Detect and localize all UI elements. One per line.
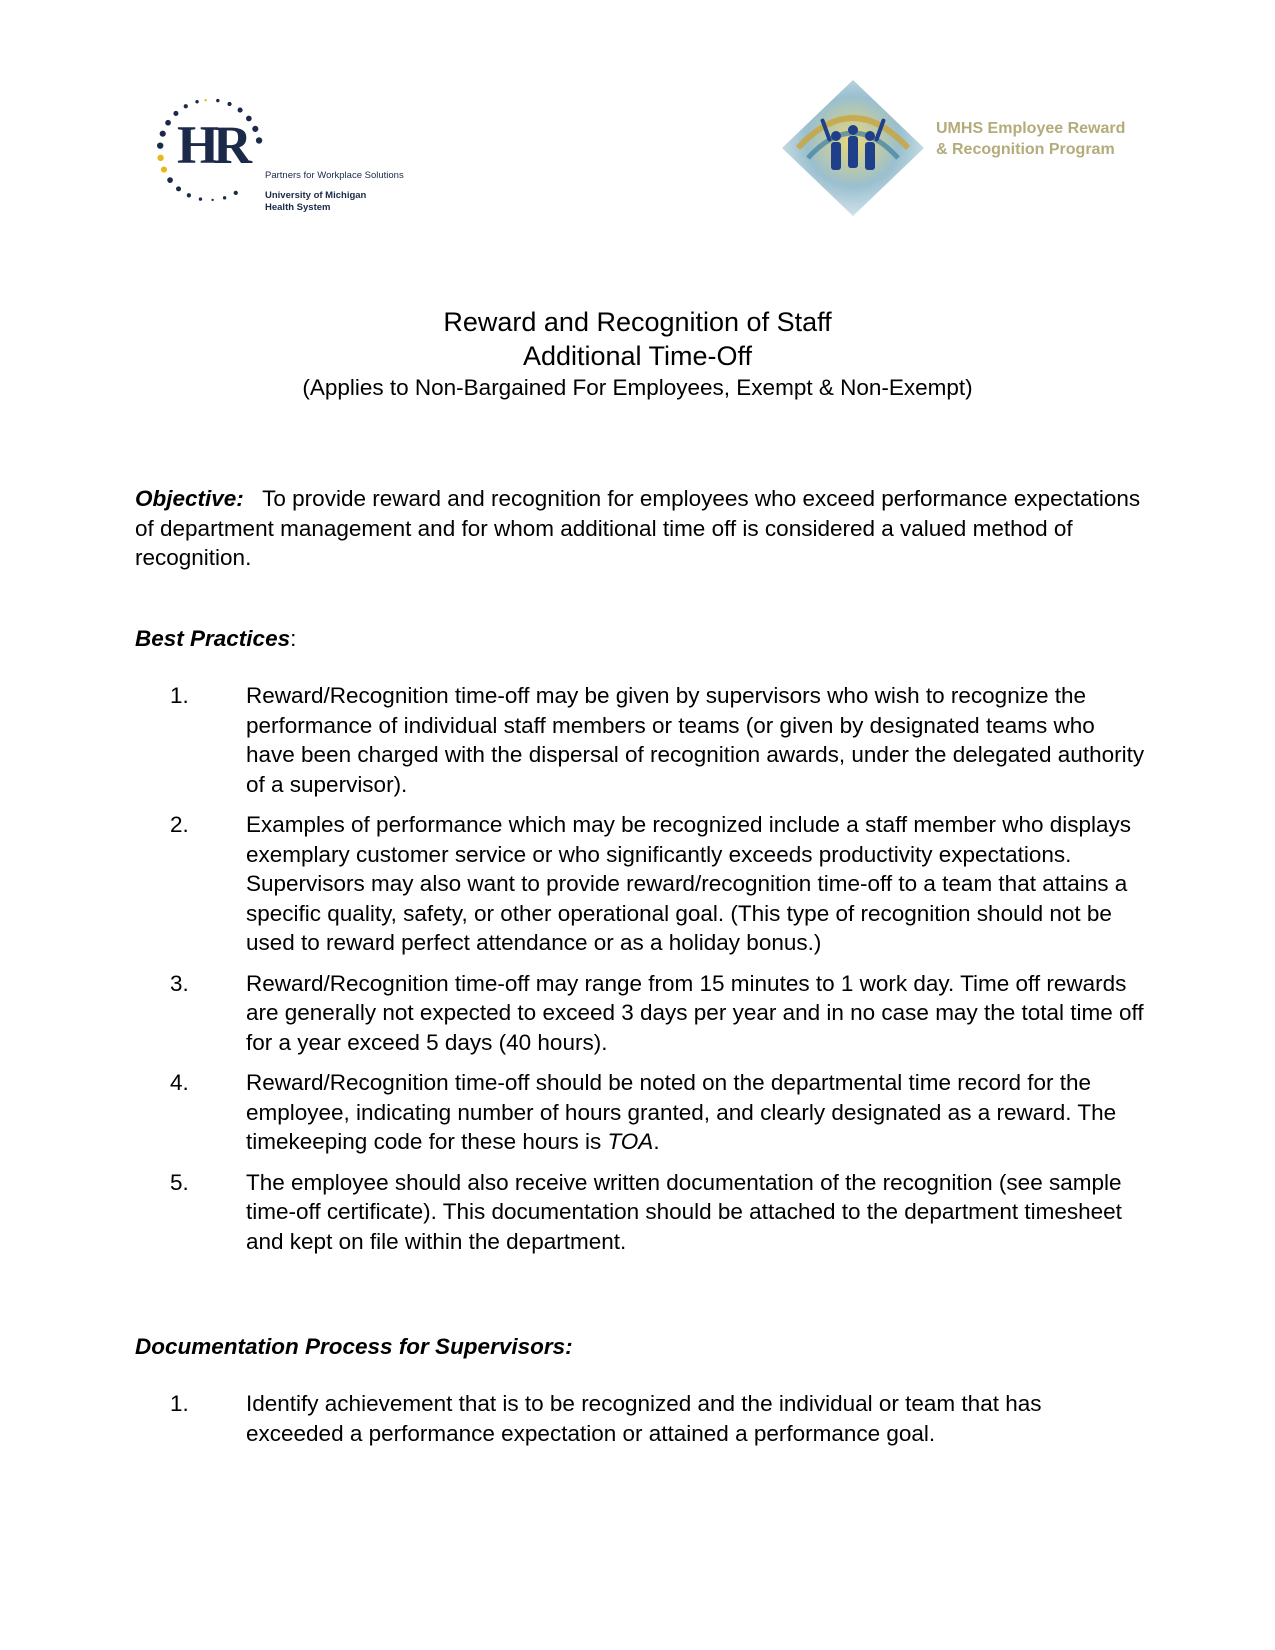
list-item xyxy=(170,681,1145,799)
document-title-block xyxy=(0,305,1275,403)
hr-logo-dot xyxy=(216,99,219,102)
list-item xyxy=(170,1389,1145,1448)
timekeeping-code: TOA xyxy=(607,1129,654,1154)
list-item-text: Reward/Recognition time-off should be noted on the departmental time record for the employee, indicating number of hours granted, and clearly designated as a reward. The timekeeping code for these hours is xyxy=(246,1070,1117,1154)
list-item xyxy=(170,810,1145,958)
list-item-text-end: . xyxy=(653,1129,660,1154)
hr-logo-tagline: Partners for Workplace Solutions xyxy=(265,170,404,181)
hr-logo-dot xyxy=(234,191,238,195)
list-item-number: 1. xyxy=(170,1391,189,1416)
hr-logo-dot xyxy=(204,99,206,101)
list-item xyxy=(170,1068,1145,1157)
umhs-diamond-emblem xyxy=(778,78,928,218)
list-item xyxy=(170,969,1145,1058)
hr-logo-dot xyxy=(246,116,252,122)
hr-logo-dot xyxy=(195,100,198,103)
list-item-text: Reward/Recognition time-off may be given by supervisors who wish to recognize the performance of individual staff members or teams (or given by designated teams who have been charged with the dispersal of recognition awards, under the delegated authority of a supervisor). xyxy=(246,683,1145,797)
list-item-number: 4. xyxy=(170,1070,189,1095)
documentation-label: Documentation Process for Supervisors: xyxy=(135,1334,573,1359)
documentation-heading xyxy=(135,1332,1145,1362)
list-item-text: Reward/Recognition time-off may range from 15 minutes to 1 work day. Time off rewards are generally not expected to exceed 3 days per year and in no case may the total time off for a year exceed 5 days (40 hours). xyxy=(246,970,1144,1055)
hr-logo-dot xyxy=(211,199,213,201)
hr-logo-dot xyxy=(157,142,163,148)
objective-label: Objective: xyxy=(135,486,244,511)
hr-logo-dot xyxy=(160,131,166,137)
best-practices-list xyxy=(170,681,1145,1267)
hr-logo-dot xyxy=(256,137,262,143)
objective-paragraph xyxy=(135,484,1145,573)
list-item-number: 3. xyxy=(170,970,189,996)
hr-logo-dot xyxy=(167,177,173,183)
hr-logo-dot xyxy=(184,104,188,108)
document-title: Reward and Recognition of Staff xyxy=(443,307,832,337)
hr-logo-dot xyxy=(176,186,181,191)
objective-text: To provide reward and recognition for employees who exceed performance expectations of department management and for whom additional time off is considered a valued method of recognition. xyxy=(135,486,1141,570)
document-title-line2: Additional Time-Off xyxy=(522,341,753,371)
umhs-program-line1: UMHS Employee Reward xyxy=(936,120,1126,137)
objective-section xyxy=(135,484,1145,573)
list-item-text: The employee should also receive written documentation of the recognition (see sample time-off certificate). This documentation should be attached to the department timesheet and kept on file within the department. xyxy=(246,1169,1122,1254)
documentation-list xyxy=(170,1389,1145,1459)
hr-logo-dot xyxy=(199,197,202,200)
hr-logo-dot xyxy=(227,102,231,106)
list-item-number: 2. xyxy=(170,812,189,837)
hr-logo-org-line1: University of Michigan xyxy=(265,190,367,201)
list-item-number: 1. xyxy=(170,683,189,708)
best-practices-colon: : xyxy=(290,626,297,651)
hr-logo-dot xyxy=(165,120,171,126)
best-practices-heading xyxy=(135,624,1145,654)
hr-logo xyxy=(155,92,415,222)
hr-logo-letters: HR xyxy=(177,115,246,175)
list-item-number: 5. xyxy=(170,1169,189,1195)
best-practices-label: Best Practices xyxy=(135,626,291,651)
hr-logo-dot xyxy=(187,193,191,197)
umhs-program-line2: & Recognition Program xyxy=(936,141,1115,158)
umhs-program-name xyxy=(936,118,1125,160)
hr-logo-dot xyxy=(157,155,163,161)
hr-logo-dot xyxy=(238,108,243,113)
umhs-reward-logo xyxy=(778,78,1138,218)
hr-logo-dot xyxy=(161,166,167,172)
hr-logo-org xyxy=(265,190,366,214)
document-subtitle: (Applies to Non-Bargained For Employees, Exempt & Non-Exempt) xyxy=(302,375,973,400)
hr-logo-dot xyxy=(252,126,258,132)
list-item-text: Examples of performance which may be recognized include a staff member who displays exemplary customer service or who significantly exceeds productivity expectations. Supervisors may also want to provide reward/recognition time-off to a team that attains a specific quality, safety, or other operational goal. (This type of recognition should not be used to reward perfect attendance or as a holiday bonus.) xyxy=(246,812,1132,955)
hr-logo-dot xyxy=(223,196,226,199)
list-item-text: Identify achievement that is to be recognized and the individual or team that has exceeded a performance expectation or attained a performance goal. xyxy=(246,1391,1042,1446)
hr-logo-org-line2: Health System xyxy=(265,202,331,213)
list-item xyxy=(170,1168,1145,1257)
